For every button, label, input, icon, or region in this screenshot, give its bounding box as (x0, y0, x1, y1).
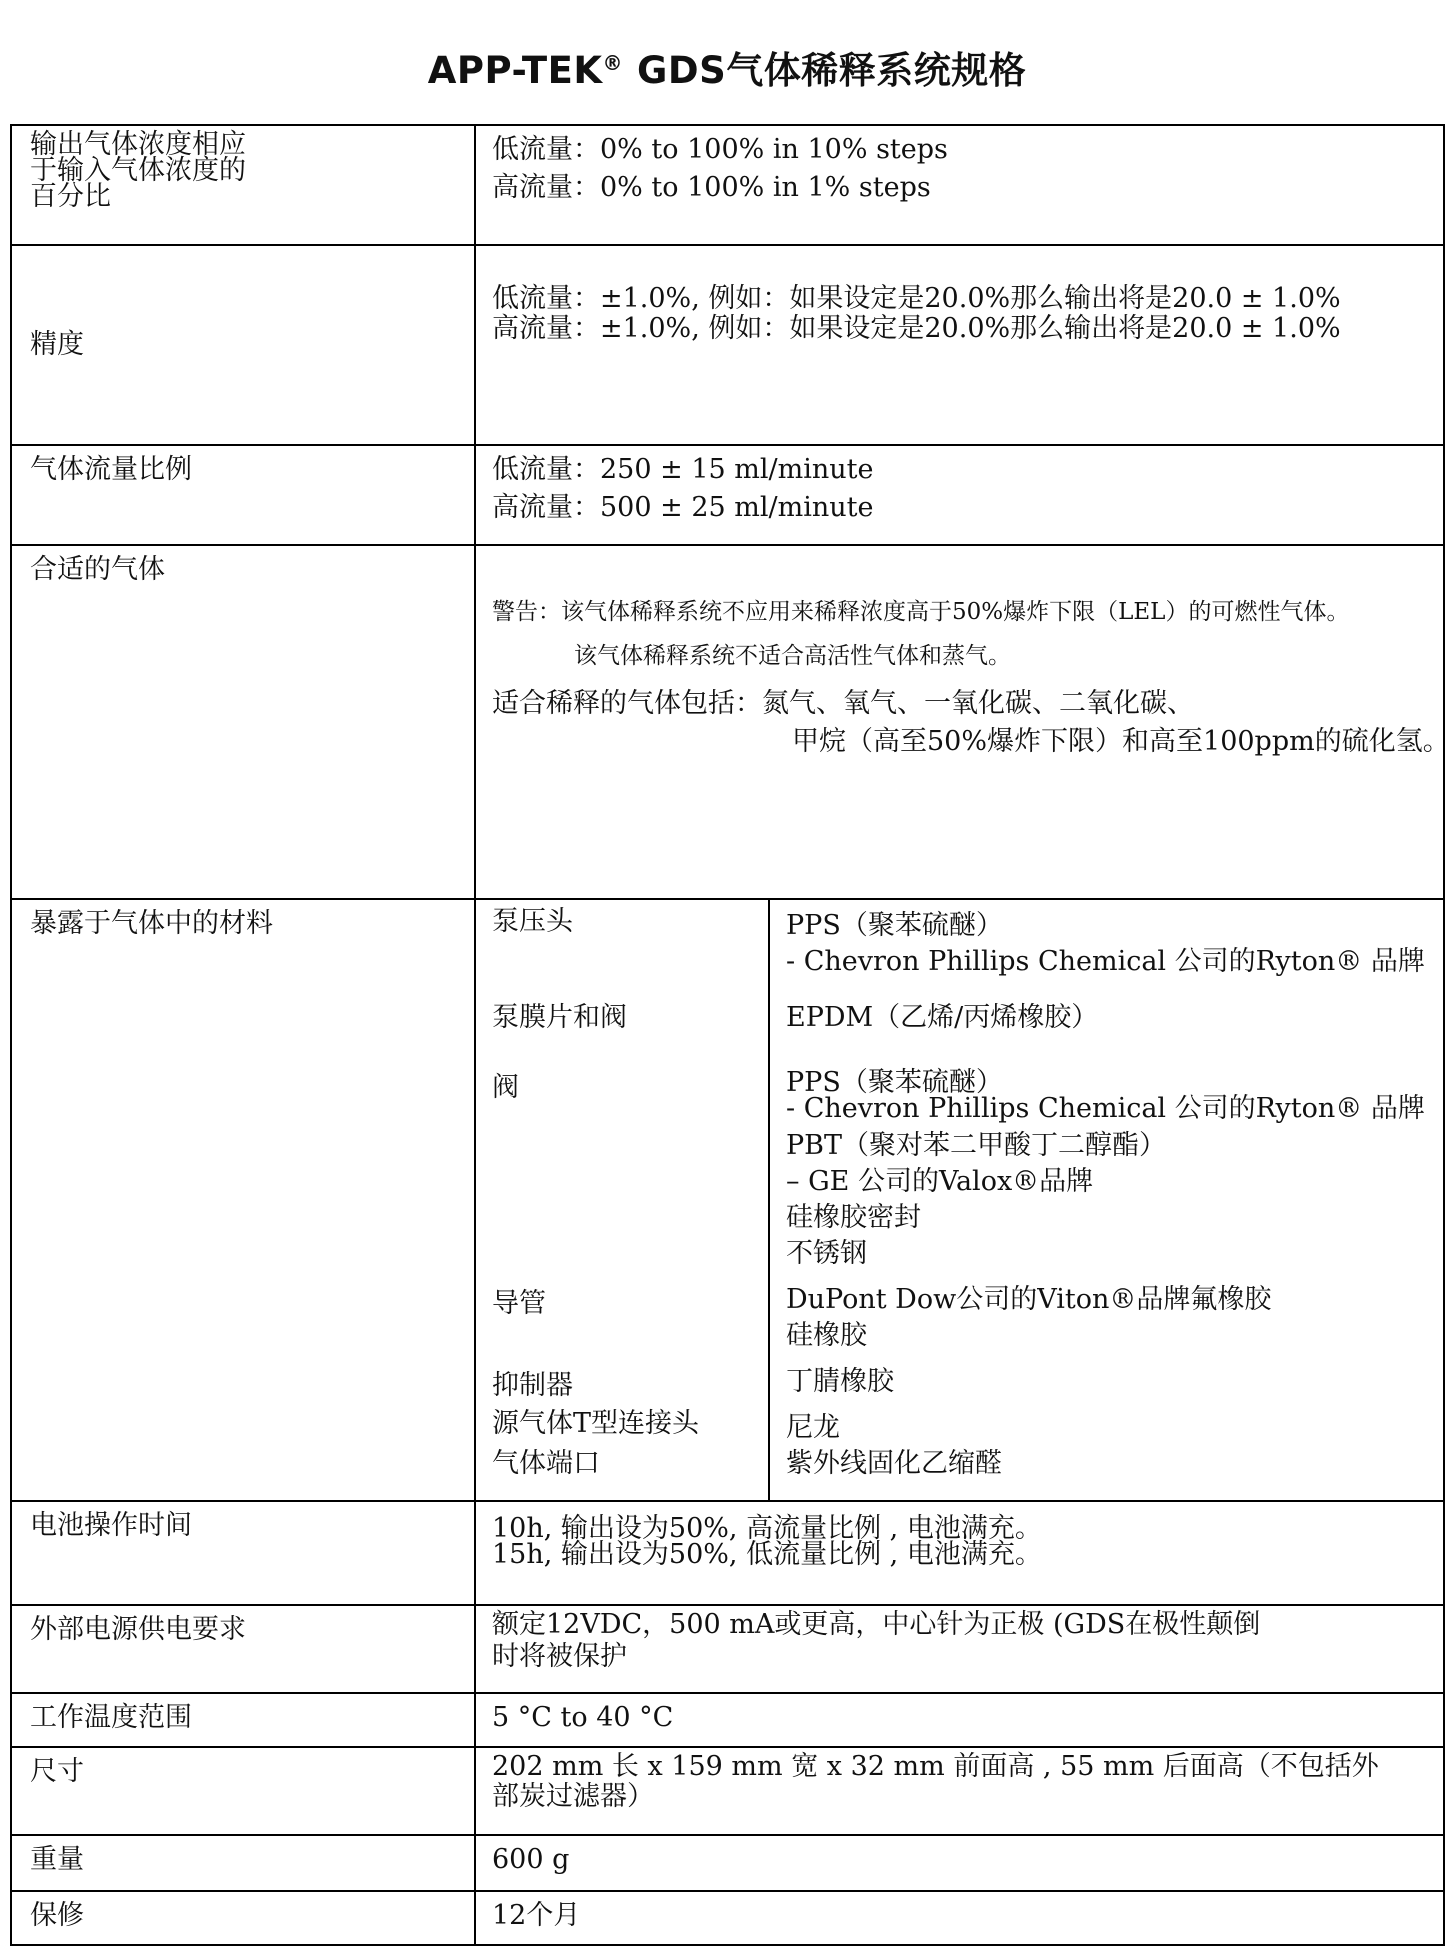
spec-row-temperature (11, 1693, 1444, 1747)
material-desc (769, 1360, 1443, 1404)
spec-row-gases (11, 545, 1444, 899)
battery-line: 15h, 输出设为50%, 低流量比例 , 电池满充。 (492, 1539, 1042, 1570)
material-row (476, 986, 1443, 1056)
warning-line: 警告：该气体稀释系统不应用来稀释浓度高于50%爆炸下限（LEL）的可燃性气体。 (492, 599, 1350, 625)
high-flow-ratio: 高流量：0% to 100% in 1% steps (492, 172, 931, 203)
material-part: 导管 (476, 1278, 769, 1360)
value-cell (475, 545, 1450, 899)
label-cell: 尺寸 (11, 1747, 475, 1835)
material-row (476, 1404, 1443, 1446)
material-part: 泵膜片和阀 (476, 986, 769, 1056)
value-cell (475, 1501, 1444, 1605)
material-desc-line: PPS（聚苯硫醚） (786, 1067, 1003, 1098)
label-line: 输出气体浓度相应 (30, 129, 246, 160)
material-desc-line: - Chevron Phillips Chemical 公司的Ryton® 品牌 (786, 1093, 1425, 1124)
label-cell (11, 125, 475, 245)
power-line: 额定12VDC，500 mA或更高，中心针为正极 (GDS在极性颠倒 (492, 1609, 1261, 1640)
material-desc (769, 1404, 1443, 1446)
label-cell: 保修 (11, 1891, 475, 1945)
low-flow-rate: 低流量：250 ± 15 ml/minute (492, 454, 874, 485)
spec-row-weight (11, 1835, 1444, 1891)
suitable-gases-line: 适合稀释的气体包括：氮气、氧气、一氧化碳、二氧化碳、 (492, 688, 1194, 719)
registered-mark: ® (602, 50, 624, 75)
spec-row-materials (11, 899, 1444, 1501)
battery-line: 10h, 输出设为50%, 高流量比例 , 电池满充。 (492, 1513, 1042, 1544)
value-cell (475, 1747, 1444, 1835)
material-row (476, 1360, 1443, 1404)
label-cell: 工作温度范围 (11, 1693, 475, 1747)
high-flow-rate: 高流量：500 ± 25 ml/minute (492, 492, 874, 523)
value-cell: 600 g (475, 1835, 1444, 1891)
spec-row-flow (11, 445, 1444, 545)
material-desc-line: 不锈钢 (786, 1238, 867, 1269)
spec-row-ratio (11, 125, 1444, 245)
spec-row-battery (11, 1501, 1444, 1605)
title-text: GDS气体稀释系统规格 (637, 49, 1027, 92)
label-cell: 重量 (11, 1835, 475, 1891)
material-part: 抑制器 (476, 1360, 769, 1404)
material-desc-line: 尼龙 (786, 1412, 840, 1443)
label-cell: 暴露于气体中的材料 (11, 899, 475, 1501)
suitable-gases-line: 甲烷（高至50%爆炸下限）和高至100ppm的硫化氢。 (792, 726, 1450, 757)
material-desc (769, 1446, 1443, 1500)
value-cell: 5 °C to 40 °C (475, 1693, 1444, 1747)
material-desc (769, 900, 1443, 986)
material-desc (769, 1278, 1443, 1360)
material-part: 泵压头 (476, 900, 769, 986)
low-flow-accuracy: 低流量：±1.0%, 例如：如果设定是20.0%那么输出将是20.0 ± 1.0% (492, 283, 1341, 314)
label-line: 于输入气体浓度的 (30, 155, 246, 186)
power-line: 时将被保护 (492, 1641, 627, 1672)
material-row (476, 1278, 1443, 1360)
material-row (476, 900, 1443, 986)
spec-row-dimensions (11, 1747, 1444, 1835)
warning-line: 该气体稀释系统不适合高活性气体和蒸气。 (574, 643, 1011, 669)
materials-table (476, 900, 1443, 1500)
page-title (0, 40, 1454, 94)
label-cell: 合适的气体 (11, 545, 475, 899)
label-cell: 电池操作时间 (11, 1501, 475, 1605)
material-desc-line: – GE 公司的Valox®品牌 (786, 1166, 1094, 1197)
title-brand: APP-TEK (427, 49, 603, 92)
material-desc-line: 硅橡胶密封 (786, 1202, 921, 1233)
spec-row-warranty (11, 1891, 1444, 1945)
material-desc-line: 紫外线固化乙缩醛 (786, 1448, 1002, 1479)
spec-row-power (11, 1605, 1444, 1693)
material-desc-line: 硅橡胶 (786, 1320, 867, 1351)
value-cell (475, 1605, 1444, 1693)
material-desc-line: - Chevron Phillips Chemical 公司的Ryton® 品牌 (786, 946, 1425, 977)
materials-cell (475, 899, 1444, 1501)
label-line: 百分比 (30, 181, 111, 212)
material-desc-line: EPDM（乙烯/丙烯橡胶） (786, 1002, 1099, 1033)
material-desc-line: 丁腈橡胶 (786, 1366, 894, 1397)
material-desc (769, 986, 1443, 1056)
high-flow-accuracy: 高流量：±1.0%, 例如：如果设定是20.0%那么输出将是20.0 ± 1.0% (492, 313, 1341, 344)
label-cell: 精度 (11, 245, 475, 445)
value-cell (475, 125, 1444, 245)
material-desc-line: PBT（聚对苯二甲酸丁二醇酯） (786, 1130, 1167, 1161)
spec-row-accuracy (11, 245, 1444, 445)
label-cell: 外部电源供电要求 (11, 1605, 475, 1693)
material-row (476, 1056, 1443, 1278)
label-cell: 气体流量比例 (11, 445, 475, 545)
material-desc-line: DuPont Dow公司的Viton®品牌氟橡胶 (786, 1284, 1272, 1315)
value-cell (475, 445, 1444, 545)
dimension-line: 202 mm 长 x 159 mm 宽 x 32 mm 前面高 , 55 mm 后面高（不包括外 (492, 1751, 1379, 1782)
material-part: 气体端口 (476, 1446, 769, 1500)
low-flow-ratio: 低流量：0% to 100% in 10% steps (492, 134, 948, 165)
material-part: 源气体T型连接头 (476, 1404, 769, 1446)
value-cell: 12个月 (475, 1891, 1444, 1945)
spec-table (10, 124, 1450, 1946)
material-desc-line: PPS（聚苯硫醚） (786, 910, 1003, 941)
dimension-line: 部炭过滤器） (492, 1781, 654, 1812)
material-row (476, 1446, 1443, 1500)
material-desc (769, 1056, 1443, 1278)
value-cell (475, 245, 1444, 445)
material-part: 阀 (476, 1056, 769, 1278)
